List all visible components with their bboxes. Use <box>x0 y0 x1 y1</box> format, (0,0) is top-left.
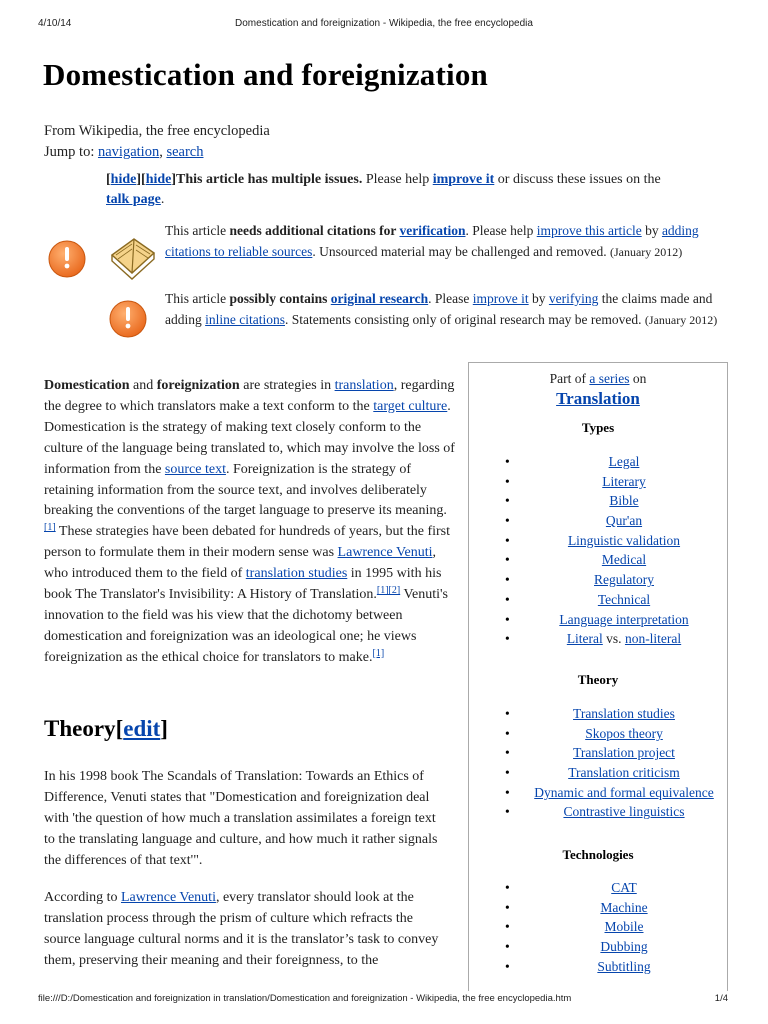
type-link[interactable]: Bible <box>609 493 639 509</box>
text: According to <box>44 890 121 905</box>
type-link[interactable]: Literary <box>602 473 646 489</box>
lawrence-venuti-link[interactable]: Lawrence Venuti <box>337 545 433 561</box>
text: on <box>629 371 647 386</box>
page-number: 1/4 <box>714 993 728 1004</box>
list-item <box>505 590 727 610</box>
sidebar-part-of <box>469 371 727 387</box>
verification-link[interactable]: verification <box>399 223 466 238</box>
list-item <box>505 957 727 977</box>
talk-page-link[interactable]: talk page <box>106 192 161 207</box>
print-header <box>0 18 768 32</box>
list-item <box>505 802 727 822</box>
notice-date: (January 2012) <box>609 244 683 259</box>
sidebar-title <box>469 389 727 409</box>
text: vs. <box>602 631 625 647</box>
list-item <box>505 878 727 898</box>
target-culture-link[interactable]: target culture <box>373 398 448 414</box>
text: in 1995 with his book The Translator's Invisibility: A History of Translation. <box>44 566 442 603</box>
list-item <box>505 783 727 803</box>
theory-link[interactable]: Skopos theory <box>585 725 663 741</box>
text: and <box>129 378 157 393</box>
translation-link[interactable]: translation <box>334 378 394 393</box>
page-title: Domestication and foreignization <box>43 57 488 92</box>
ref-link[interactable]: [2] <box>388 585 401 597</box>
theory-paragraph-1: In his 1998 book The Scandals of Translation: Towards an Ethics of Difference, Venuti states that "Domestication and foreignization deal with 'the question of how much a translation assimilates a foreign text to the translating language and culture, and how much it rather signals the differences of that text'". <box>44 769 438 868</box>
text: Venuti's innovation to the field was his view that the dichotomy between domestication and foreignization was an ideological one; he views foreignization as the ethical choice for translators to make. <box>44 587 448 665</box>
ref-link[interactable]: [1] <box>372 647 385 659</box>
text: . Unsourced material may be challenged and removed. <box>312 243 610 259</box>
text: are strategies in <box>239 378 335 393</box>
text: . Foreignization is the strategy of retaining information from the source text, and involves deliberately breaking the conventions of the target language to preserve its meaning. <box>44 461 447 519</box>
original-research-notice-text <box>165 289 727 330</box>
issues-bold: This article has multiple issues. <box>176 172 363 187</box>
technology-link[interactable]: CAT <box>611 880 637 895</box>
list-item <box>505 743 727 763</box>
citations-notice <box>44 221 734 285</box>
theory-link[interactable]: Dynamic and formal equivalence <box>534 784 714 800</box>
issues-text-2: or discuss these issues on the <box>494 172 661 187</box>
theory-list <box>505 704 727 822</box>
technologies-list <box>505 878 727 976</box>
search-link[interactable]: search <box>166 144 204 160</box>
notice-date: (January 2012) <box>644 312 718 327</box>
tagline: From Wikipedia, the free encyclopedia <box>44 123 270 139</box>
list-item <box>505 491 727 511</box>
text: the claims made and adding <box>165 291 713 327</box>
bracket: [ <box>115 716 124 741</box>
citations-notice-text <box>165 221 727 262</box>
jump-to-label: Jump to: <box>44 144 98 160</box>
intro-paragraph <box>44 376 457 669</box>
print-url: file:///D:/Domestication and foreignization in translation/Domestication and foreignization - Wikipedia, the free encyclopedia.htm <box>38 993 572 1004</box>
hide-link-1[interactable]: hide <box>110 172 137 187</box>
list-item <box>505 511 727 531</box>
theory-sidebar-heading: Theory <box>577 672 619 687</box>
list-item <box>505 898 727 918</box>
list-item <box>505 550 727 570</box>
type-link[interactable]: Medical <box>601 552 647 568</box>
series-link[interactable]: a series <box>589 371 630 386</box>
theory-heading <box>44 716 168 742</box>
text: This article <box>165 223 230 238</box>
list-item <box>505 937 727 957</box>
jump-sep: , <box>159 144 167 160</box>
theory-link[interactable]: Contrastive linguistics <box>563 804 685 820</box>
list-item <box>505 704 727 724</box>
list-item <box>505 452 727 472</box>
bold-text: possibly contains <box>229 291 331 306</box>
type-link[interactable]: Qur'an <box>605 513 643 529</box>
translation-studies-link[interactable]: translation studies <box>245 566 348 582</box>
text: by <box>641 223 662 238</box>
improve-this-article-link[interactable]: improve this article <box>536 223 642 238</box>
text: , regarding the degree to which translators make a text conform to the <box>44 378 455 414</box>
types-heading: Types <box>581 420 615 435</box>
list-item <box>505 763 727 783</box>
bracket: ] <box>160 716 168 741</box>
issues-text-1: Please help <box>362 172 433 187</box>
hide-link-2[interactable]: hide <box>145 172 172 187</box>
text: . Domestication is the strategy of making text closely conform to the culture of the language being translated to, which may involve the loss of information from the <box>44 398 455 477</box>
translation-title-link[interactable]: Translation <box>556 389 640 408</box>
text: This article <box>165 291 230 306</box>
text: . Statements consisting only of original research may be removed. <box>285 311 645 327</box>
type-link[interactable]: Regulatory <box>594 572 654 588</box>
technology-link[interactable]: Machine <box>600 899 648 915</box>
text: Part of <box>549 371 590 386</box>
technology-link[interactable]: Subtitling <box>597 958 651 974</box>
navigation-link[interactable]: navigation <box>97 144 160 160</box>
original-research-notice <box>44 289 734 351</box>
bold-term: Domestication <box>44 378 130 393</box>
text: by <box>528 291 549 306</box>
theory-link[interactable]: Translation criticism <box>568 765 680 781</box>
issues-text-3: . <box>160 192 165 207</box>
list-item <box>505 629 727 649</box>
list-item <box>505 531 727 551</box>
type-link[interactable]: Legal <box>608 454 640 469</box>
theory-paragraph-2 <box>44 888 444 972</box>
type-link[interactable]: Language interpretation <box>559 611 689 627</box>
improve-it-link-2[interactable]: improve it <box>472 291 529 306</box>
heading-text: Theory <box>44 716 116 741</box>
adding-citations-link[interactable]: adding citations to reliable sources <box>165 223 699 259</box>
type-link[interactable]: Linguistic validation <box>567 532 681 548</box>
list-item <box>505 610 727 630</box>
types-list <box>505 452 727 649</box>
technology-link[interactable]: Mobile <box>604 919 644 935</box>
type-link[interactable]: Technical <box>597 591 651 607</box>
book-exclamation-icon <box>44 227 164 288</box>
theory-link[interactable]: Translation project <box>573 745 675 761</box>
non-literal-link[interactable]: non-literal <box>624 631 682 647</box>
ref-link[interactable]: [1] <box>44 522 56 534</box>
verifying-link[interactable]: verifying <box>548 291 599 306</box>
technologies-heading: Technologies <box>562 847 634 862</box>
text: , who introduced them to the field of <box>44 545 437 582</box>
improve-it-link[interactable]: improve it <box>432 172 495 187</box>
exclamation-icon <box>44 293 164 354</box>
inline-citations-link[interactable]: inline citations <box>205 311 285 327</box>
bold-text: needs additional citations for <box>229 223 400 238</box>
multiple-issues-notice: [hide][hide]This article has multiple issues. Please help improve it or discuss these issues on the talk page. <box>106 172 661 207</box>
bold-term: foreignization <box>156 378 240 393</box>
translation-sidebar <box>468 362 728 991</box>
list-item <box>505 724 727 744</box>
theory-link[interactable]: Translation studies <box>573 706 675 721</box>
ref-link[interactable]: [1] <box>376 585 389 597</box>
source-text-link[interactable]: source text <box>164 461 226 477</box>
technology-link[interactable]: Dubbing <box>600 939 648 955</box>
list-item <box>505 570 727 590</box>
text: . Please <box>428 291 473 306</box>
original-research-link[interactable]: original research <box>330 291 429 306</box>
article-meta <box>44 121 270 163</box>
list-item <box>505 917 727 937</box>
text: . Please help <box>465 223 537 238</box>
text: , every translator should look at the translation process through the prism of culture which refracts the source language cultural norms and it is the translator’s task to convey them, preserving their meaning and their foreignness, to the <box>44 890 439 968</box>
edit-link[interactable]: edit <box>123 716 161 741</box>
lawrence-venuti-link-2[interactable]: Lawrence Venuti <box>120 890 216 905</box>
jump-to <box>44 142 270 163</box>
text: These strategies have been debated for hundreds of years, but the first person to formulate them in their modern sense was <box>44 524 450 561</box>
literal-link[interactable]: Literal <box>566 631 603 647</box>
print-title: Domestication and foreignization - Wikipedia, the free encyclopedia <box>235 18 533 29</box>
list-item <box>505 472 727 492</box>
print-date: 4/10/14 <box>38 18 72 29</box>
